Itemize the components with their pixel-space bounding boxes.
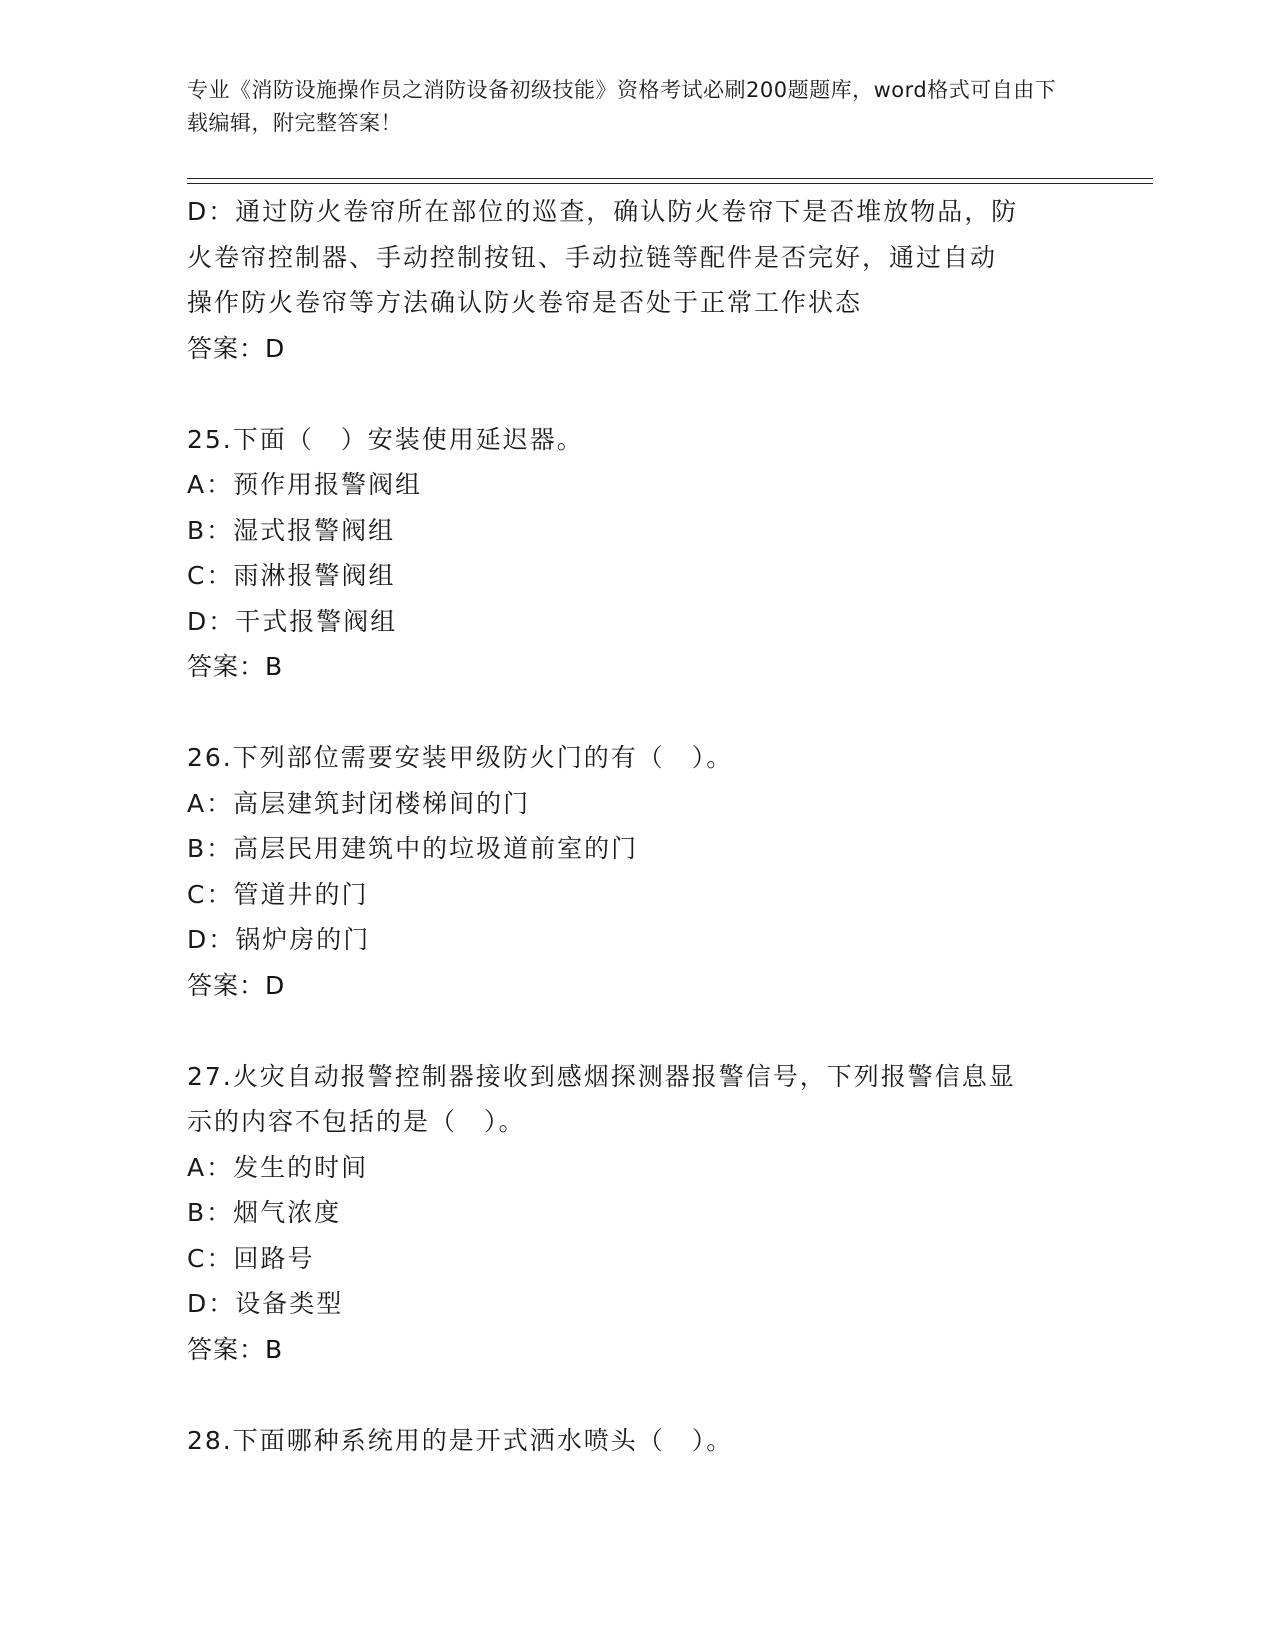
option-d: D：设备类型 xyxy=(187,1289,344,1318)
header-divider-top xyxy=(187,178,1153,179)
spacer xyxy=(187,690,1067,736)
question-stem-27-line: 27.火灾自动报警控制器接收到感烟探测器报警信号，下列报警信息显 xyxy=(187,1061,1016,1091)
option-d-line: D：通过防火卷帘所在部位的巡查，确认防火卷帘下是否堆放物品，防 xyxy=(187,197,1019,226)
option-d-line: 火卷帘控制器、手动控制按钮、手动拉链等配件是否完好，通过自动 xyxy=(187,242,998,272)
answer-line: 答案：D xyxy=(187,970,286,1000)
spacer xyxy=(187,371,1067,417)
option-d: D：干式报警阀组 xyxy=(187,606,398,636)
option-b: B：高层民用建筑中的垃圾道前室的门 xyxy=(187,834,639,863)
header-divider-bottom xyxy=(187,183,1153,184)
spacer xyxy=(187,1372,1067,1418)
option-a: A：发生的时间 xyxy=(187,1152,369,1182)
option-b: B：烟气浓度 xyxy=(187,1198,342,1227)
document-header: 专业《消防设施操作员之消防设备初级技能》资格考试必刷200题题库，word格式可自由下载编辑，附完整答案！ xyxy=(187,78,1057,135)
option-a: A：高层建筑封闭楼梯间的门 xyxy=(187,788,531,818)
spacer xyxy=(187,1008,1067,1054)
option-d: D：锅炉房的门 xyxy=(187,925,371,954)
option-c: C：雨淋报警阀组 xyxy=(187,561,396,590)
question-stem-26: 26.下列部位需要安装甲级防火门的有（ ）。 xyxy=(187,743,734,772)
option-c: C：回路号 xyxy=(187,1243,315,1273)
option-c: C：管道井的门 xyxy=(187,879,369,909)
question-stem-28: 28.下面哪种系统用的是开式洒水喷头（ ）。 xyxy=(187,1425,734,1455)
option-a: A：预作用报警阀组 xyxy=(187,470,423,499)
answer-line: 答案：D xyxy=(187,333,286,363)
question-content xyxy=(187,189,1067,1463)
question-stem-25: 25.下面（ ）安装使用延迟器。 xyxy=(187,424,584,454)
option-b: B：湿式报警阀组 xyxy=(187,515,396,545)
answer-line: 答案：B xyxy=(187,1334,284,1364)
answer-line: 答案：B xyxy=(187,652,284,681)
question-stem-27-line: 示的内容不包括的是（ ）。 xyxy=(187,1107,526,1136)
option-d-line: 操作防火卷帘等方法确认防火卷帘是否处于正常工作状态 xyxy=(187,288,863,317)
